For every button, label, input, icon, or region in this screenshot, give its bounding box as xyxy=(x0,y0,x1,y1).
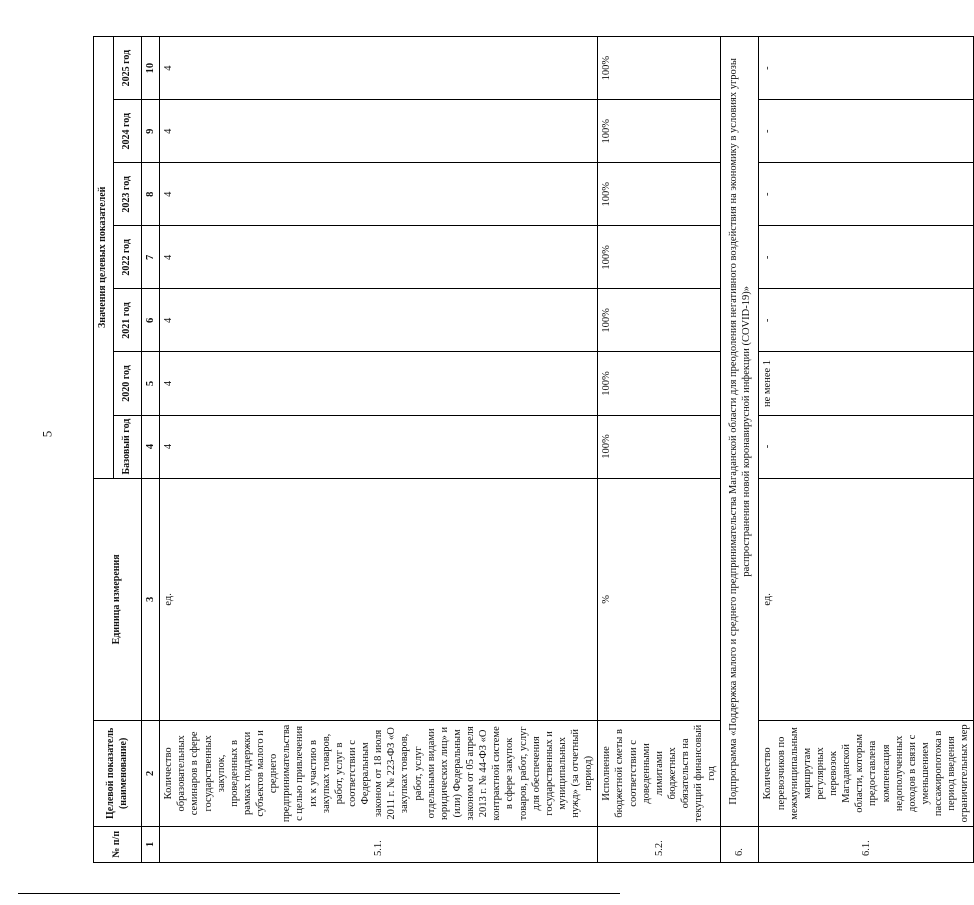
index-cell: 10 xyxy=(142,37,160,100)
table-row xyxy=(759,37,974,863)
row-value: - xyxy=(759,415,974,478)
index-cell: 3 xyxy=(142,478,160,721)
row-num: 5.1. xyxy=(160,826,598,862)
row-value: - xyxy=(759,163,974,226)
row-name: Количество перевозчиков по межмуниципальным маршрутам регулярных перевозок Магаданской области, которым предоставлена компенсация недополученных доходов в связи с уменьшением пассажиропотока в период введения ограничительных мер xyxy=(759,721,974,827)
header-year: 2022 год xyxy=(114,226,142,289)
header-num: № п/п xyxy=(94,826,142,862)
row-value: 4 xyxy=(160,226,598,289)
subprogram-title: Подпрограмма «Поддержка малого и среднего предпринимательства Магаданской области для преодоления негативного воздействия на экономику в условиях угрозы распространения новой коронавирусной инфекции (COVID-19)» xyxy=(721,37,759,827)
row-unit: ед. xyxy=(160,478,598,721)
row-value: 100% xyxy=(598,100,721,163)
row-value: 4 xyxy=(160,37,598,100)
index-cell: 9 xyxy=(142,100,160,163)
table-row xyxy=(598,37,721,863)
row-value: 100% xyxy=(598,352,721,415)
index-cell: 6 xyxy=(142,289,160,352)
index-cell: 5 xyxy=(142,352,160,415)
row-value: 4 xyxy=(160,352,598,415)
row-value: 4 xyxy=(160,415,598,478)
index-cell: 7 xyxy=(142,226,160,289)
header-values-group: Значения целевых показателей xyxy=(94,37,114,479)
row-value: 4 xyxy=(160,163,598,226)
header-year: 2020 год xyxy=(114,352,142,415)
page-bottom-rule xyxy=(18,893,620,894)
row-value: - xyxy=(759,226,974,289)
index-cell: 2 xyxy=(142,721,160,827)
row-value: - xyxy=(759,100,974,163)
row-unit: % xyxy=(598,478,721,721)
index-cell: 8 xyxy=(142,163,160,226)
index-cell: 4 xyxy=(142,415,160,478)
header-year: 2021 год xyxy=(114,289,142,352)
index-cell: 1 xyxy=(142,826,160,862)
row-value: - xyxy=(759,37,974,100)
row-num: 5.2. xyxy=(598,826,721,862)
row-num: 6.1. xyxy=(759,826,974,862)
target-indicators-table xyxy=(93,36,974,863)
table-row xyxy=(160,37,598,863)
header-name: Целевой показатель (наименование) xyxy=(94,721,142,827)
row-value: 100% xyxy=(598,163,721,226)
row-value: 4 xyxy=(160,289,598,352)
page-number: 5 xyxy=(39,430,55,438)
row-unit: ед. xyxy=(759,478,974,721)
header-year: 2023 год xyxy=(114,163,142,226)
row-value: не менее 1 xyxy=(759,352,974,415)
header-year: 2025 год xyxy=(114,37,142,100)
row-value: 100% xyxy=(598,415,721,478)
row-name: Количество образовательных семинаров в сфере государственных закупок, проведенных в рамках поддержки субъектов малого и среднего предпринимательства с целью привлечения их к участию в закупках товаров, работ, услуг в соответствии с Федеральным законом от 18 июля 2011 г. № 223-ФЗ «О закупках товаров, работ, услуг отдельными видами юридических лиц» и (или) Федеральным законом от 05 апреля 2013 г. № 44-ФЗ «О контрактной системе в сфере закупок товаров, работ, услуг для обеспечения государственных и муниципальных нужд» (за отчетный период) xyxy=(160,721,598,827)
subprogram-num: 6. xyxy=(721,826,759,862)
subprogram-row xyxy=(721,37,759,863)
header-year: Базовый год xyxy=(114,415,142,478)
row-value: 100% xyxy=(598,289,721,352)
row-value: - xyxy=(759,289,974,352)
header-year: 2024 год xyxy=(114,100,142,163)
table-container xyxy=(93,36,971,858)
row-name: Исполнение бюджетной сметы в соответствии с доведенными лимитами бюджетных обязательств на текущий финансовый год xyxy=(598,721,721,827)
row-value: 100% xyxy=(598,37,721,100)
header-unit: Единица измерения xyxy=(94,478,142,721)
row-value: 4 xyxy=(160,100,598,163)
row-value: 100% xyxy=(598,226,721,289)
